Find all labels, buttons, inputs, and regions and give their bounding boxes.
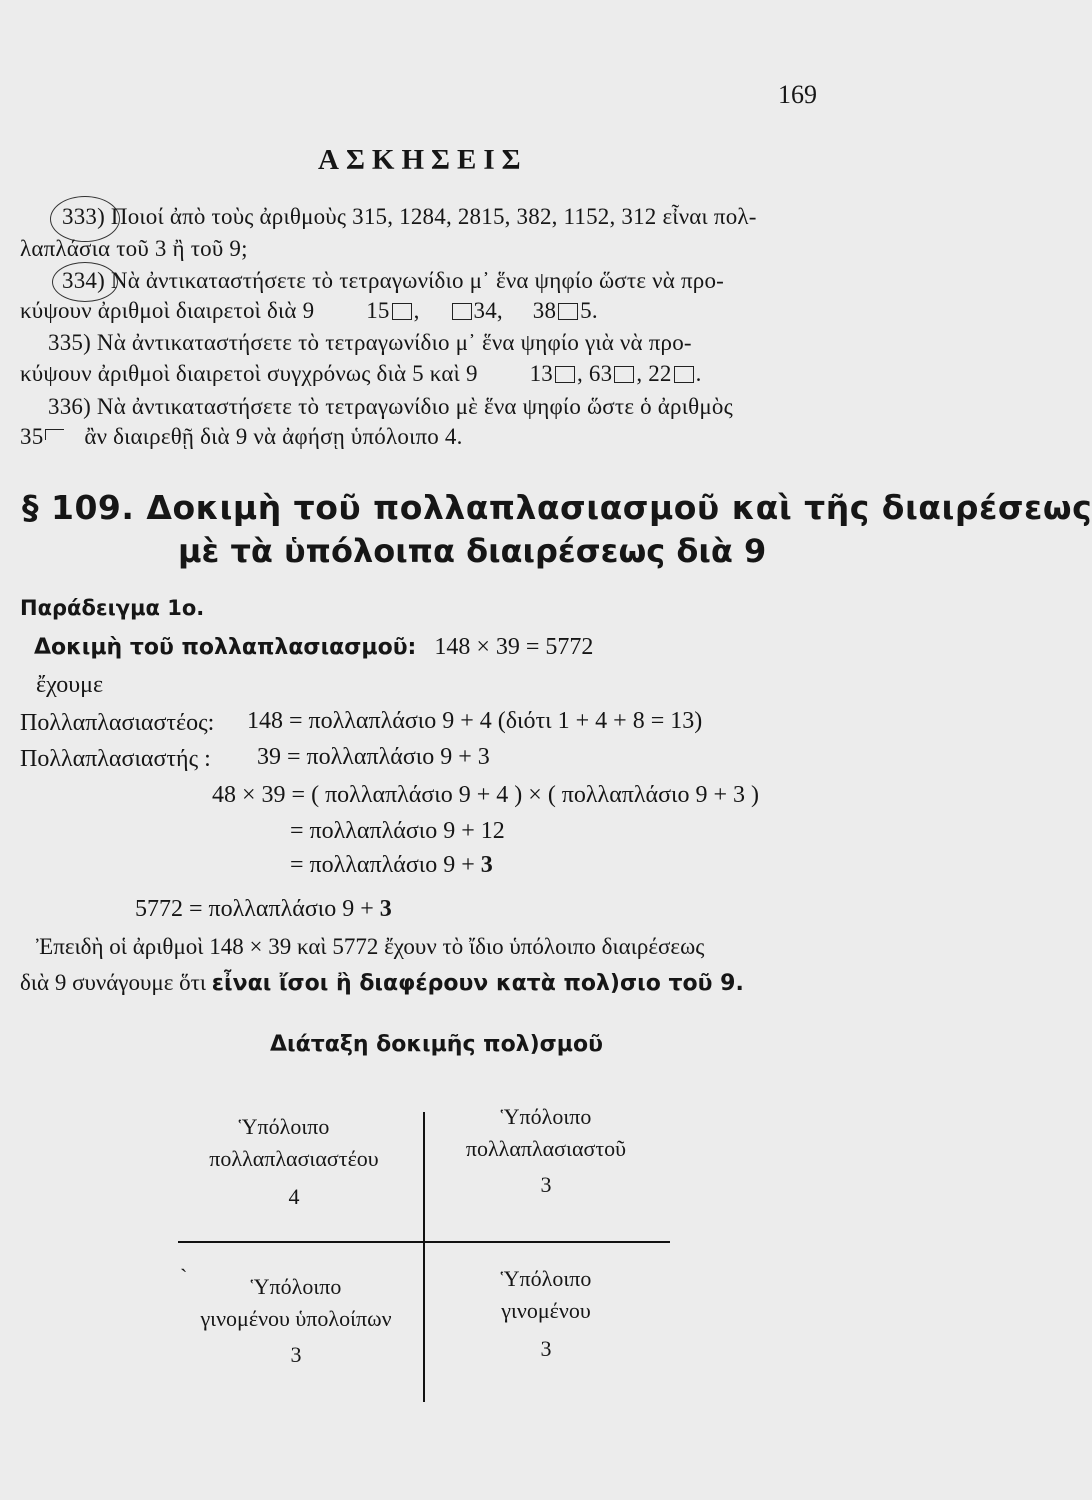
exercise-333-line2: λαπλάσια τοῦ 3 ἢ τοῦ 9; (20, 236, 248, 261)
blank-square-icon (555, 366, 575, 383)
multiplicand-label: Πολλαπλασιαστέος: (20, 710, 215, 736)
product-expr: 48 × 39 = ( πολλαπλάσιο 9 + 4 ) × ( πολλαπλάσιο 9 + 3 ) (212, 782, 760, 808)
multiplier-label: Πολλαπλασιαστής : (20, 746, 211, 772)
product-expr-step3: = πολλαπλάσιο 9 + 3 (290, 852, 493, 878)
tr-label2: πολλαπλασιαστοῦ (465, 1136, 627, 1161)
section-title-line2: μὲ τὰ ὑπόλοιπα διαιρέσεως διὰ 9 (178, 532, 767, 570)
blank-corner-icon (45, 429, 64, 440)
blank-square-icon (674, 366, 694, 383)
blank-square-icon (392, 303, 412, 320)
result-expr: 5772 = πολλαπλάσιο 9 + 3 (135, 896, 392, 922)
exercise-334-num1: 15 (366, 298, 390, 323)
tr-label1: Ὑπόλοιπο (500, 1104, 592, 1129)
exercise-336-line2 (20, 424, 463, 450)
tr-value: 3 (540, 1172, 552, 1197)
conclusion-line2: διὰ 9 συνάγουμε ὅτι εἶναι ἴσοι ἢ διαφέρουν κατὰ πολ)σιο τοῦ 9. (20, 970, 744, 996)
blank-square-icon (452, 303, 472, 320)
bl-value: 3 (290, 1342, 302, 1367)
diagram-vertical-line (423, 1112, 425, 1402)
exercise-336-text: ἂν διαιρεθῇ διὰ 9 νὰ ἀφήσῃ ὑπόλοιπο 4. (84, 424, 463, 449)
blank-square-icon (558, 303, 578, 320)
exercise-334-num3b: 5. (580, 298, 598, 323)
exercise-334-num2: 34, (473, 298, 503, 323)
exercise-335-num2: 63 (588, 361, 613, 386)
exercise-335-num1: 13 (529, 361, 553, 386)
exercise-334-line1: 334) Νὰ ἀντικαταστήσετε τὸ τετραγωνίδιο μ᾿ ἕνα ψηφίο ὥστε νὰ προ- (62, 268, 725, 293)
exercise-335-line2: κύψουν ἀριθμοὶ διαιρετοὶ συγχρόνως διὰ 5 καὶ 9 13 , 63 , 22 . (20, 361, 702, 386)
bl-label2: γινομένου ὑπολοίπων (200, 1306, 392, 1331)
section-title-line1: § 109. Δοκιμὴ τοῦ πολλαπλασιασμοῦ καὶ τῆς διαιρέσεως (22, 488, 1092, 527)
diagram-title: Διάταξη δοκιμῆς πολ)σμοῦ (270, 1032, 603, 1057)
exercise-335-text: κύψουν ἀριθμοὶ διαιρετοὶ συγχρόνως διὰ 5 καὶ 9 (20, 361, 478, 386)
check-line (34, 634, 593, 661)
tl-label1: Ὑπόλοιπο (238, 1114, 330, 1139)
exercise-334-line2: κύψουν ἀριθμοὶ διαιρετοὶ διὰ 9 15 , 34, 38 5. (20, 298, 598, 323)
product-expr-step2: = πολλαπλάσιο 9 + 12 (290, 818, 505, 844)
example-label: Παράδειγμα 1ο. (20, 596, 205, 620)
exercise-335-line1: 335) Νὰ ἀντικαταστήσετε τὸ τετραγωνίδιο μ᾿ ἕνα ψηφίο γιὰ νὰ προ- (48, 330, 692, 355)
check-label: Δοκιμὴ τοῦ πολλαπλασιασμοῦ: (34, 635, 417, 660)
exercise-336-num: 35 (20, 424, 44, 449)
exercise-334-num3a: 38 (532, 298, 557, 323)
blank-square-icon (614, 366, 634, 383)
check-expression: 148 × 39 = 5772 (434, 634, 594, 660)
page-number: 169 (778, 80, 817, 109)
br-label1: Ὑπόλοιπο (500, 1266, 592, 1291)
br-label2: γινομένου (501, 1298, 591, 1323)
exercise-334-text: κύψουν ἀριθμοὶ διαιρετοὶ διὰ 9 (20, 298, 315, 323)
tl-value: 4 (288, 1184, 300, 1209)
exercises-heading: ΑΣΚΗΣΕΙΣ (318, 144, 528, 176)
multiplicand-expr: 148 = πολλαπλάσιο 9 + 4 (διότι 1 + 4 + 8 = 13) (247, 708, 703, 734)
exercise-336-line1: 336) Νὰ ἀντικαταστήσετε τὸ τετραγωνίδιο μὲ ἕνα ψηφίο ὥστε ὁ ἀριθμὸς (48, 394, 733, 419)
diagram-horizontal-line (178, 1241, 670, 1243)
conclusion-line1: Ἐπειδὴ οἱ ἀριθμοὶ 148 × 39 καὶ 5772 ἔχουν τὸ ἴδιο ὑπόλοιπο διαιρέσεως (36, 934, 705, 959)
exercise-333-line1: 333) Ποιοί ἀπὸ τοὺς ἀριθμοὺς 315, 1284, 2815, 382, 1152, 312 εἶναι πολ- (62, 204, 757, 229)
tl-label2: πολλαπλασιαστέου (209, 1146, 379, 1171)
br-value: 3 (540, 1336, 552, 1361)
we-have: ἔχουμε (36, 672, 104, 698)
multiplier-expr: 39 = πολλαπλάσιο 9 + 3 (257, 744, 490, 770)
tick-mark: ` (180, 1264, 188, 1289)
exercise-335-num3: 22 (648, 361, 672, 386)
bl-label1: Ὑπόλοιπο (250, 1274, 342, 1299)
